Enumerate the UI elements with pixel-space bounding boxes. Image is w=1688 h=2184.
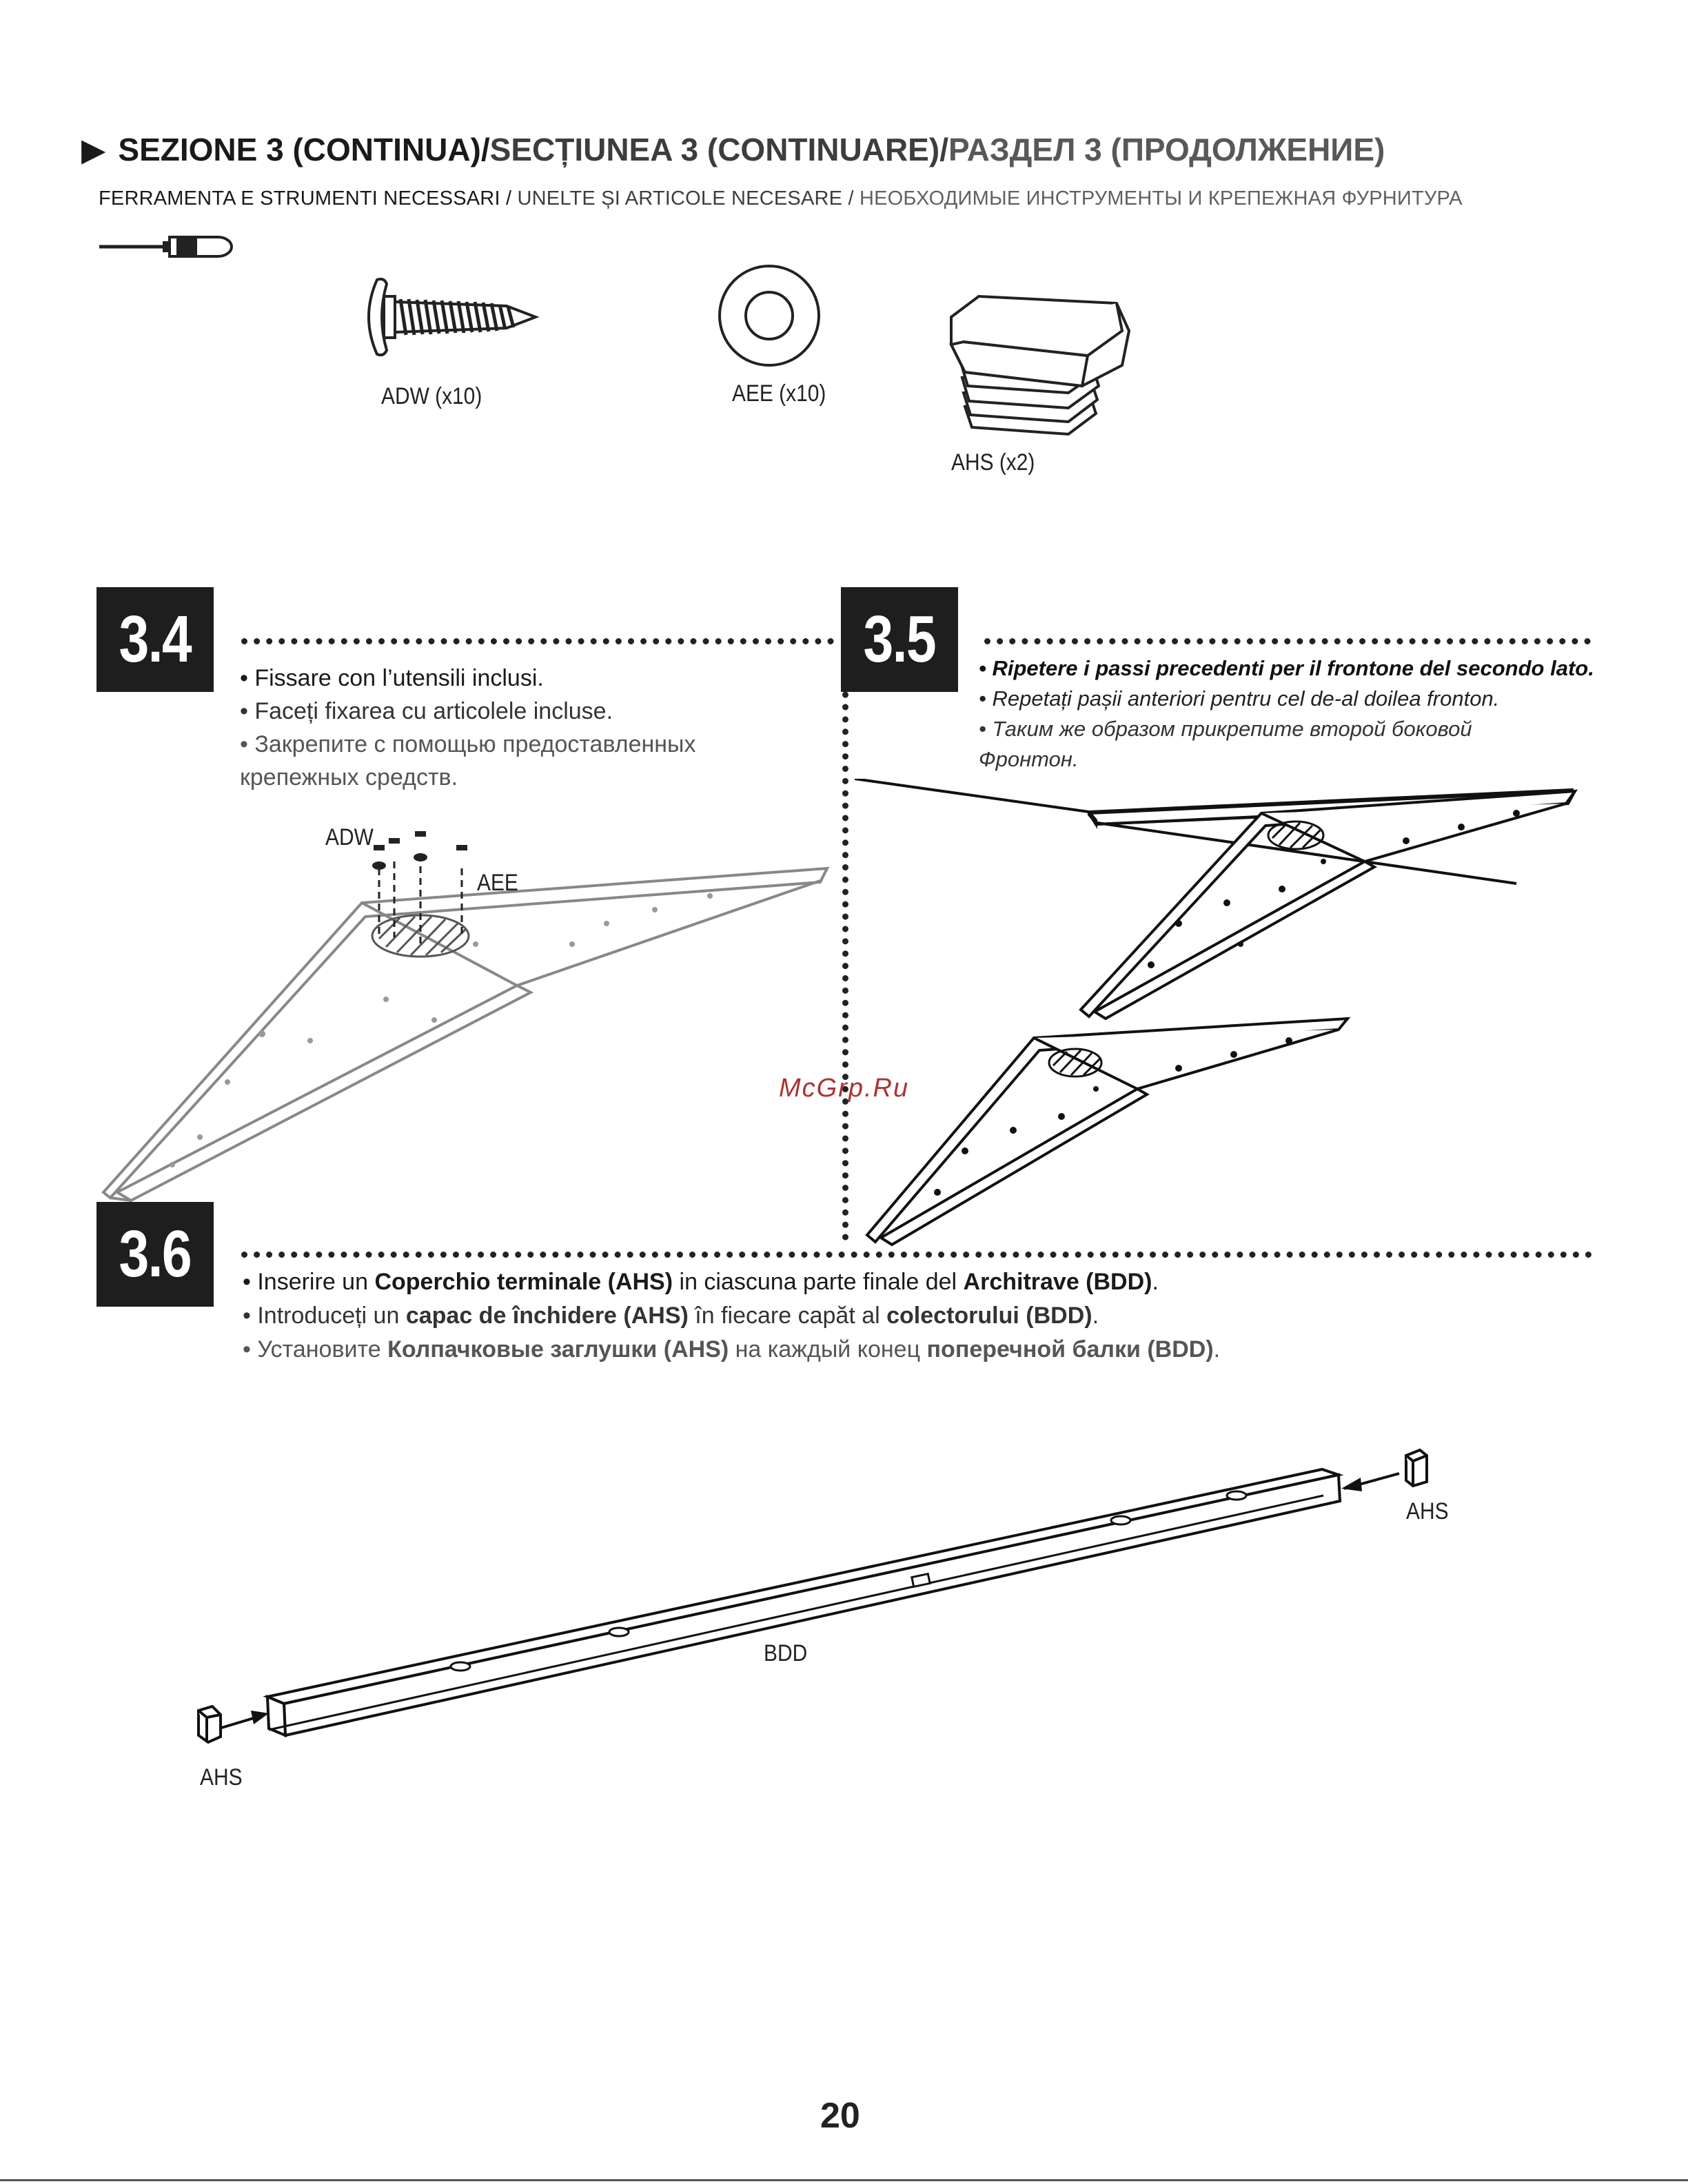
dotted-divider [241,1252,1592,1258]
dotted-divider [984,638,1591,644]
subtitle-separator: / [500,187,518,210]
bottom-rule [0,2179,1688,2181]
text-segment: • Установите [243,1336,388,1363]
section-title [81,131,1385,168]
step-number-3-5 [841,587,958,692]
text-segment: . [1092,1303,1099,1329]
step-3-5-instructions [979,653,1594,775]
end-cap-ahs-icon [944,289,1137,441]
dotted-divider [241,638,834,644]
gable-panel-drawing-3-4 [90,820,841,1206]
step-3-6-line-ro [243,1299,1220,1333]
beam-bdd-label: BDD [764,1640,808,1666]
step-3-5-line-ru-cont: Фронтон. [979,747,1079,771]
tools-subtitle [99,187,1463,210]
text-bold: поперечной балки (BDD) [926,1336,1214,1363]
text-bold: Coperchio terminale (AHS) [374,1269,673,1295]
title-romanian: SECȚIUNEA 3 (CONTINUARE) [489,132,940,167]
screw-adw-icon [355,276,541,358]
callout-aee: AEE [477,870,518,896]
title-italian: SEZIONE 3 (CONTINUA) [118,132,481,167]
washer-aee-label: AEE (x10) [732,380,826,407]
play-triangle-icon: ▶ [81,132,106,167]
step-number-text: 3.6 [119,1217,192,1291]
cap-right-label: AHS [1406,1498,1449,1524]
text-bold: capac de închidere (AHS) [405,1303,689,1329]
text-segment: . [1152,1269,1159,1295]
washer-aee-icon [714,261,824,371]
text-bold: Колпачковые заглушки (AHS) [387,1336,729,1363]
page-number: 20 [820,2096,860,2136]
step-3-4-instructions [240,662,695,794]
step-3-5-line-ro: • Repetați pașii anteriori pentru cel de-al doilea fronton. [979,686,1500,711]
step-3-6-instructions [243,1265,1220,1367]
title-separator: / [480,132,490,167]
step-3-6-line-ru [243,1333,1220,1367]
step-number-text: 3.4 [119,602,192,676]
screw-adw-label: ADW (x10) [381,383,482,409]
subtitle-russian: НЕОБХОДИМЫЕ ИНСТРУМЕНТЫ И КРЕПЕЖНАЯ ФУРНИТУРА [859,187,1463,210]
step-number-3-4 [96,587,214,692]
text-segment: in ciascuna parte finale del [673,1269,964,1295]
step-3-4-line-it: • Fissare con l’utensili inclusi. [240,665,544,691]
text-bold: Architrave (BDD) [963,1269,1152,1295]
step-number-text: 3.5 [863,602,936,676]
watermark: McGrp.Ru [779,1074,910,1103]
subtitle-italian: FERRAMENTA E STRUMENTI NECESSARI [99,187,500,210]
gable-panel-upper-3-5 [1075,786,1585,1020]
callout-adw: ADW [325,824,374,850]
step-number-3-6 [96,1202,214,1307]
subtitle-romanian: UNELTE ȘI ARTICOLE NECESARE [517,187,843,210]
step-3-4-line-ro: • Faceți fixarea cu articolele incluse. [240,698,613,724]
cap-left-label: AHS [200,1764,243,1790]
end-cap-ahs-label: AHS (x2) [951,449,1035,476]
gable-panel-lower-3-5 [862,1013,1358,1247]
text-segment: în fiecare capăt al [688,1303,887,1329]
text-segment: • Inserire un [243,1269,375,1295]
text-segment: . [1213,1336,1221,1363]
text-segment: на каждый конец [729,1336,927,1363]
vertical-dotted-divider [842,655,848,1241]
title-separator: / [939,132,948,167]
text-segment: • Introduceți un [243,1303,406,1329]
title-russian: РАЗДЕЛ 3 (ПРОДОЛЖЕНИЕ) [948,132,1385,167]
beam-bdd-drawing [186,1440,1468,1799]
step-3-6-line-it [243,1265,1220,1299]
step-3-4-line-ru: • Закрепите с помощью предоставленных [240,731,696,757]
step-3-5-line-it: • Ripetere i passi precedenti per il frontone del secondo lato. [979,656,1594,680]
step-3-5-line-ru: • Таким же образом прикрепите второй боковой [979,717,1472,741]
screwdriver-icon [96,232,234,263]
subtitle-separator: / [842,187,860,210]
step-3-4-line-ru-cont: крепежных средств. [240,764,458,790]
text-bold: colectorului (BDD) [886,1303,1092,1329]
